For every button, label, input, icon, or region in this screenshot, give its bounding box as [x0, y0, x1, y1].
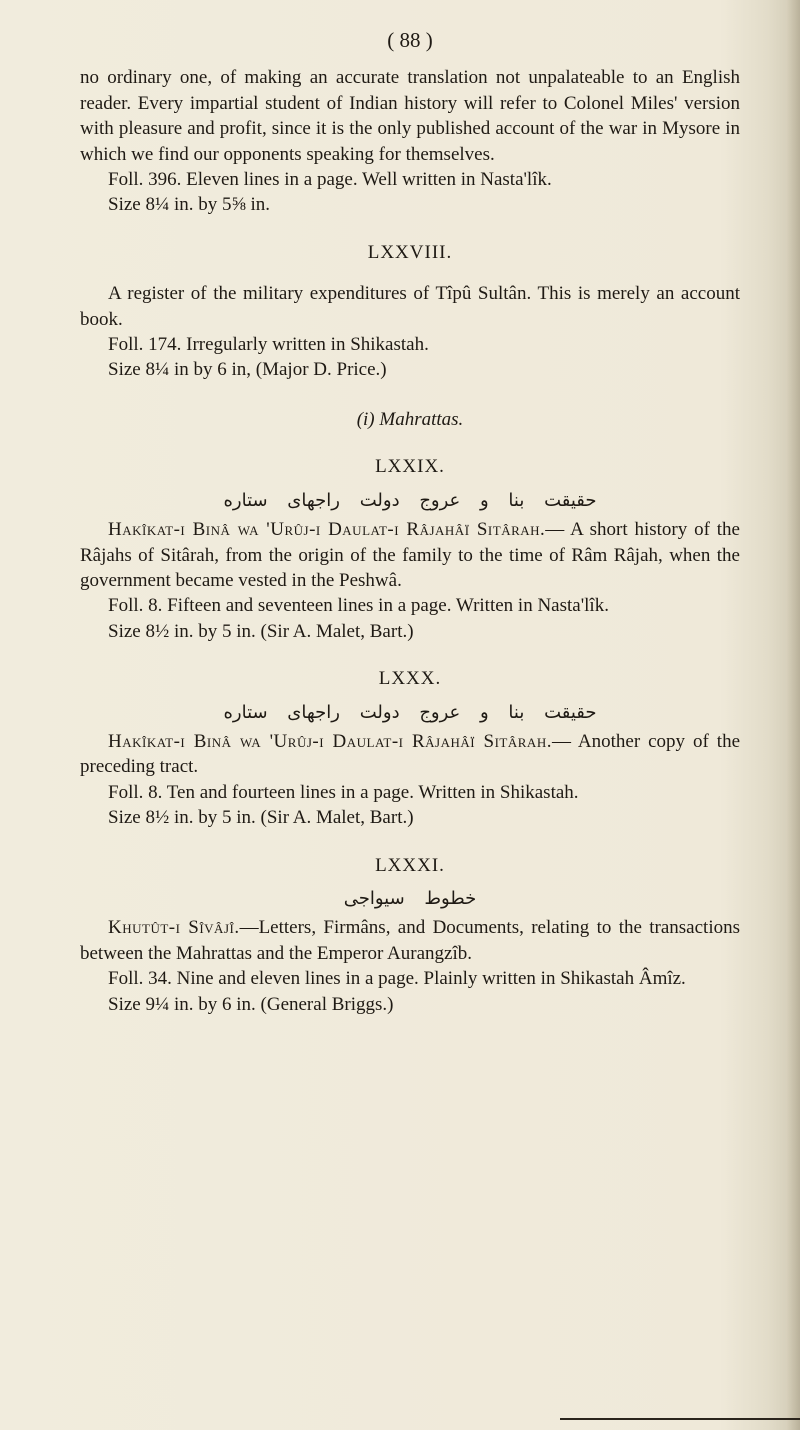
entry-size: Size 8¼ in by 6 in, (Major D. Price.) [108, 359, 387, 381]
entry-foll: Foll. 8. Fifteen and seventeen lines in a page. Written in Nasta'lîk. [108, 595, 609, 617]
entry-size: Size 8½ in. by 5 in. (Sir A. Malet, Bart.) [108, 807, 414, 829]
section-heading: (i) Mahrattas. [356, 408, 464, 430]
entry-size: Size 9¼ in. by 6 in. (General Briggs.) [108, 993, 394, 1015]
page-content [80, 28, 740, 1017]
entry-number-lxxxi: LXXXI. [375, 854, 445, 876]
entry-title-block [80, 729, 740, 780]
page-number: ( 88 ) [387, 28, 433, 52]
bottom-rule [560, 1418, 800, 1420]
intro-size: Size 8¼ in. by 5⅝ in. [108, 194, 271, 216]
entry-foll: Foll. 174. Irregularly written in Shikastah. [108, 334, 429, 356]
entry-title-block [80, 915, 740, 966]
entry-title: Hakîkat-i Binâ wa 'Urûj-i Daulat-i Râjahâï Sitârah. [108, 519, 546, 541]
entry-number-lxxix: LXXIX. [375, 456, 445, 478]
intro-foll: Foll. 396. Eleven lines in a page. Well written in Nasta'lîk. [108, 169, 552, 191]
entry-arabic-title: خطوط سیواجی [343, 887, 477, 909]
entry-arabic-title: حقیقت بنا و عروج دولت راجهای ستاره [223, 489, 597, 511]
entry-description: —Letters, Firmâns, and Documents, relating to the transactions between the Mahrattas and the Emperor Aurangzîb. [80, 917, 740, 964]
entry-title: Khutût-i Sîvâjî. [108, 917, 240, 939]
entry-description: — Another copy of the preceding tract. [80, 730, 740, 778]
entry-number-lxxx: LXXX. [378, 668, 442, 690]
entry-title: Hakîkat-i Binâ wa 'Urûj-i Daulat-i Râjahâï Sitârah. [108, 730, 552, 752]
entry-foll: Foll. 34. Nine and eleven lines in a page. Plainly written in Shikastah Âmîz. [108, 968, 686, 990]
page-edge-shadow [786, 0, 800, 1430]
entry-title-block [80, 517, 740, 593]
entry-foll: Foll. 8. Ten and fourteen lines in a page. Written in Shikastah. [108, 781, 579, 803]
entry-description: A register of the military expenditures of Tîpû Sultân. This is merely an account book. [80, 283, 740, 330]
intro-paragraph: no ordinary one, of making an accurate translation not unpalateable to an English reader. Every impartial student of Indian history will refer to Colonel Miles' version with pleasure and profit, since it is the only published account of the war in Mysore in which we find our opponents speaking for themselves. [80, 67, 740, 165]
entry-arabic-title: حقیقت بنا و عروج دولت راجهای ستاره [223, 701, 597, 723]
entry-size: Size 8½ in. by 5 in. (Sir A. Malet, Bart.) [108, 620, 414, 642]
entry-number-lxxviii: LXXVIII. [367, 241, 453, 263]
entry-description: — A short history of the Râjahs of Sitârah, from the origin of the family to the time of Râm Râjah, when the government became vested in the Peshwâ. [80, 519, 740, 591]
